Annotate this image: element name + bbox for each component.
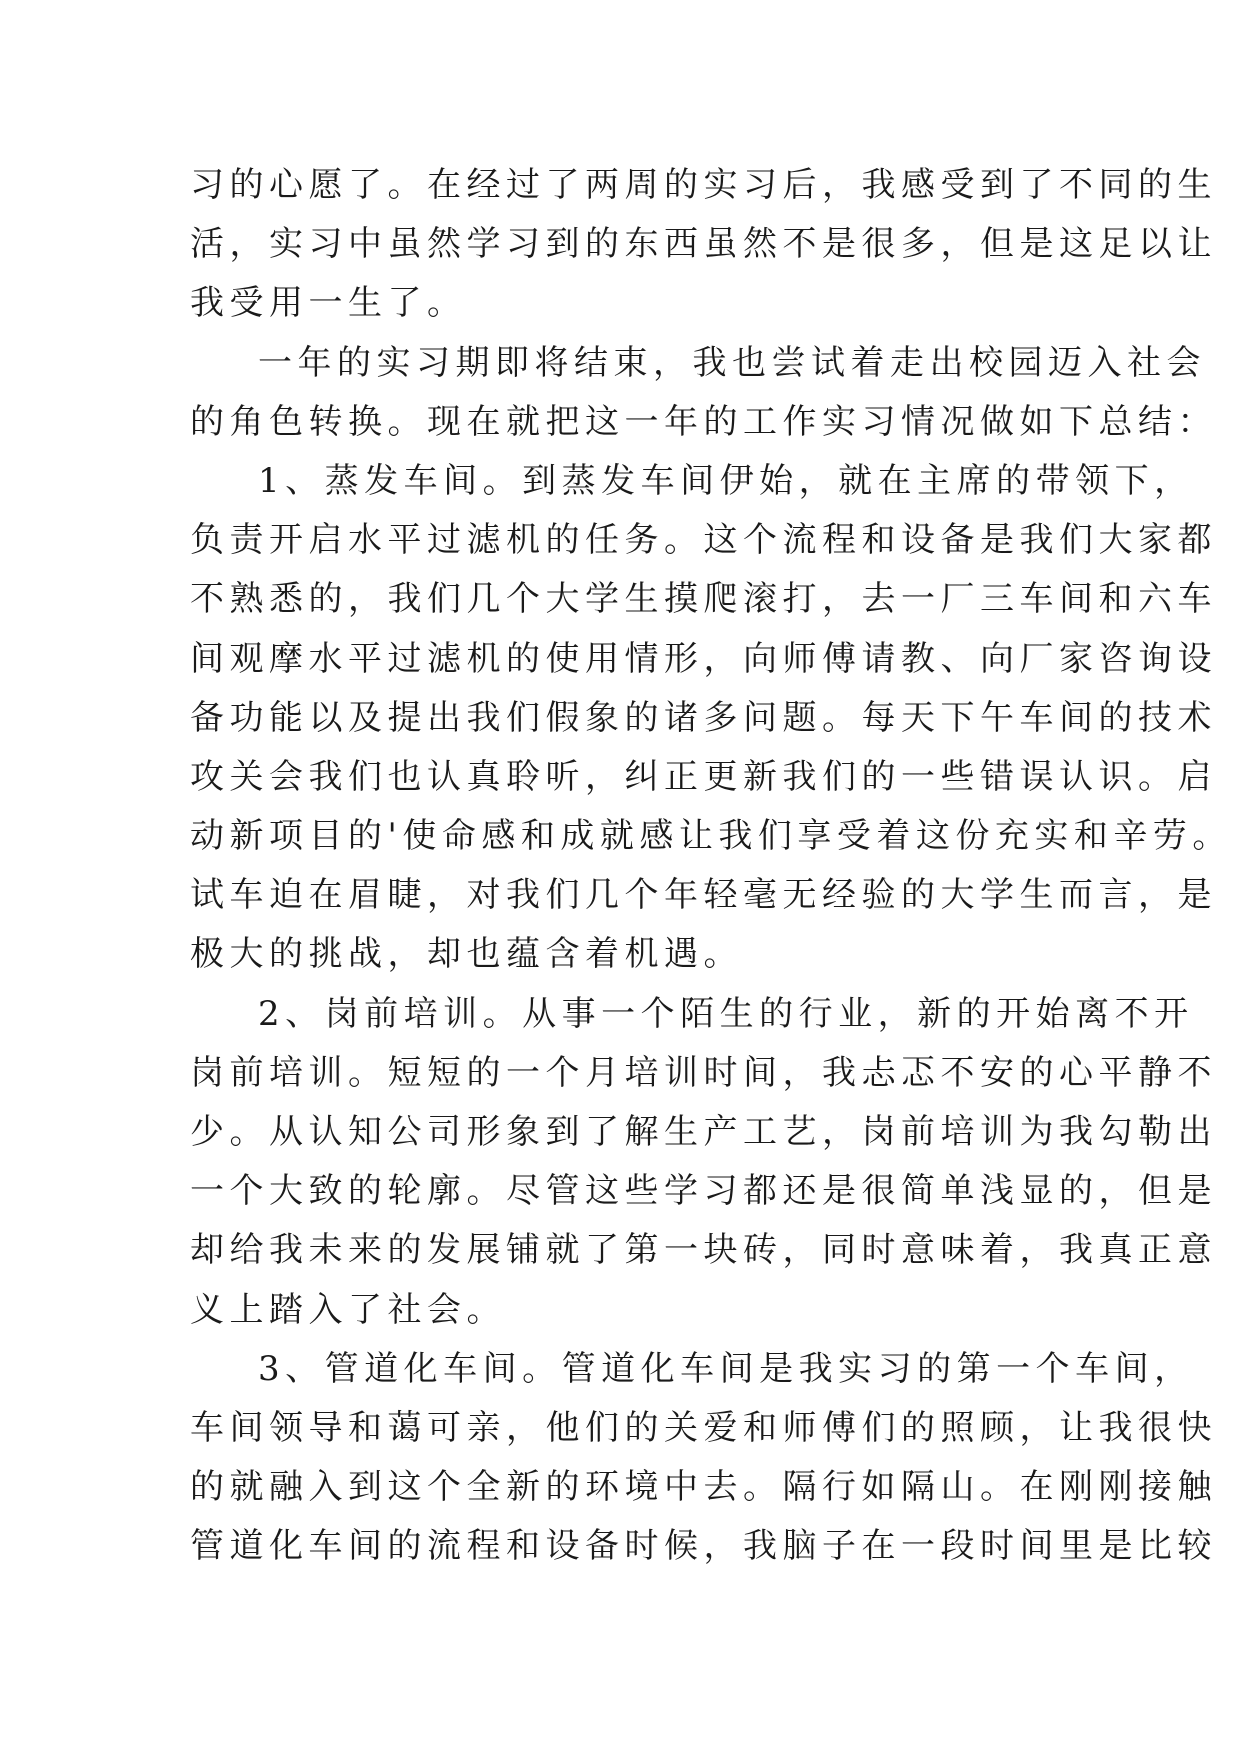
text-line: 车间领导和蔼可亲，他们的关爱和师傅们的照顾，让我很快 xyxy=(190,1407,1217,1448)
text-line: 我受用一生了。 xyxy=(190,283,467,324)
text-line: 活，实习中虽然学习到的东西虽然不是很多，但是这足以让 xyxy=(190,224,1217,265)
text-line: 备功能以及提出我们假象的诸多问题。每天下午车间的技术 xyxy=(190,697,1217,738)
text-line: 的角色转换。现在就把这一年的工作实习情况做如下总结： xyxy=(190,401,1217,442)
document-body xyxy=(190,156,1232,1577)
text-line: 习的心愿了。在经过了两周的实习后，我感受到了不同的生 xyxy=(190,165,1217,205)
text-line: 却给我未来的发展铺就了第一块砖，同时意味着，我真正意 xyxy=(190,1230,1217,1271)
text-line: 不熟悉的，我们几个大学生摸爬滚打，去一厂三车间和六车 xyxy=(190,579,1217,620)
text-line: 1、蒸发车间。到蒸发车间伊始，就在主席的带领下， xyxy=(258,460,1194,501)
text-line: 的就融入到这个全新的环境中去。隔行如隔山。在刚刚接触 xyxy=(190,1467,1217,1508)
text-line: 攻关会我们也认真聆听，纠正更新我们的一些错误认识。启 xyxy=(190,756,1217,797)
text-line: 负责开启水平过滤机的任务。这个流程和设备是我们大家都 xyxy=(190,520,1217,561)
text-line: 岗前培训。短短的一个月培训时间，我忐忑不安的心平静不 xyxy=(190,1052,1217,1093)
text-line: 试车迫在眉睫，对我们几个年轻毫无经验的大学生而言，是 xyxy=(190,875,1217,916)
text-line: 少。从认知公司形象到了解生产工艺，岗前培训为我勾勒出 xyxy=(190,1112,1217,1152)
text-line: 间观摩水平过滤机的使用情形，向师傅请教、向厂家咨询设 xyxy=(190,638,1217,679)
text-line: 义上踏入了社会。 xyxy=(190,1289,506,1330)
text-line: 动新项目的'使命感和成就感让我们享受着这份充实和辛劳。 xyxy=(190,816,1232,857)
text-line: 2、岗前培训。从事一个陌生的行业，新的开始离不开 xyxy=(258,993,1194,1034)
text-line: 3、管道化车间。管道化车间是我实习的第一个车间， xyxy=(258,1348,1194,1389)
text-line: 一个大致的轮廓。尽管这些学习都还是很简单浅显的，但是 xyxy=(190,1171,1217,1212)
text-line: 一年的实习期即将结束，我也尝试着走出校园迈入社会 xyxy=(258,342,1206,383)
text-line: 管道化车间的流程和设备时候，我脑子在一段时间里是比较 xyxy=(190,1526,1217,1567)
text-line: 极大的挑战，却也蕴含着机遇。 xyxy=(190,934,743,975)
